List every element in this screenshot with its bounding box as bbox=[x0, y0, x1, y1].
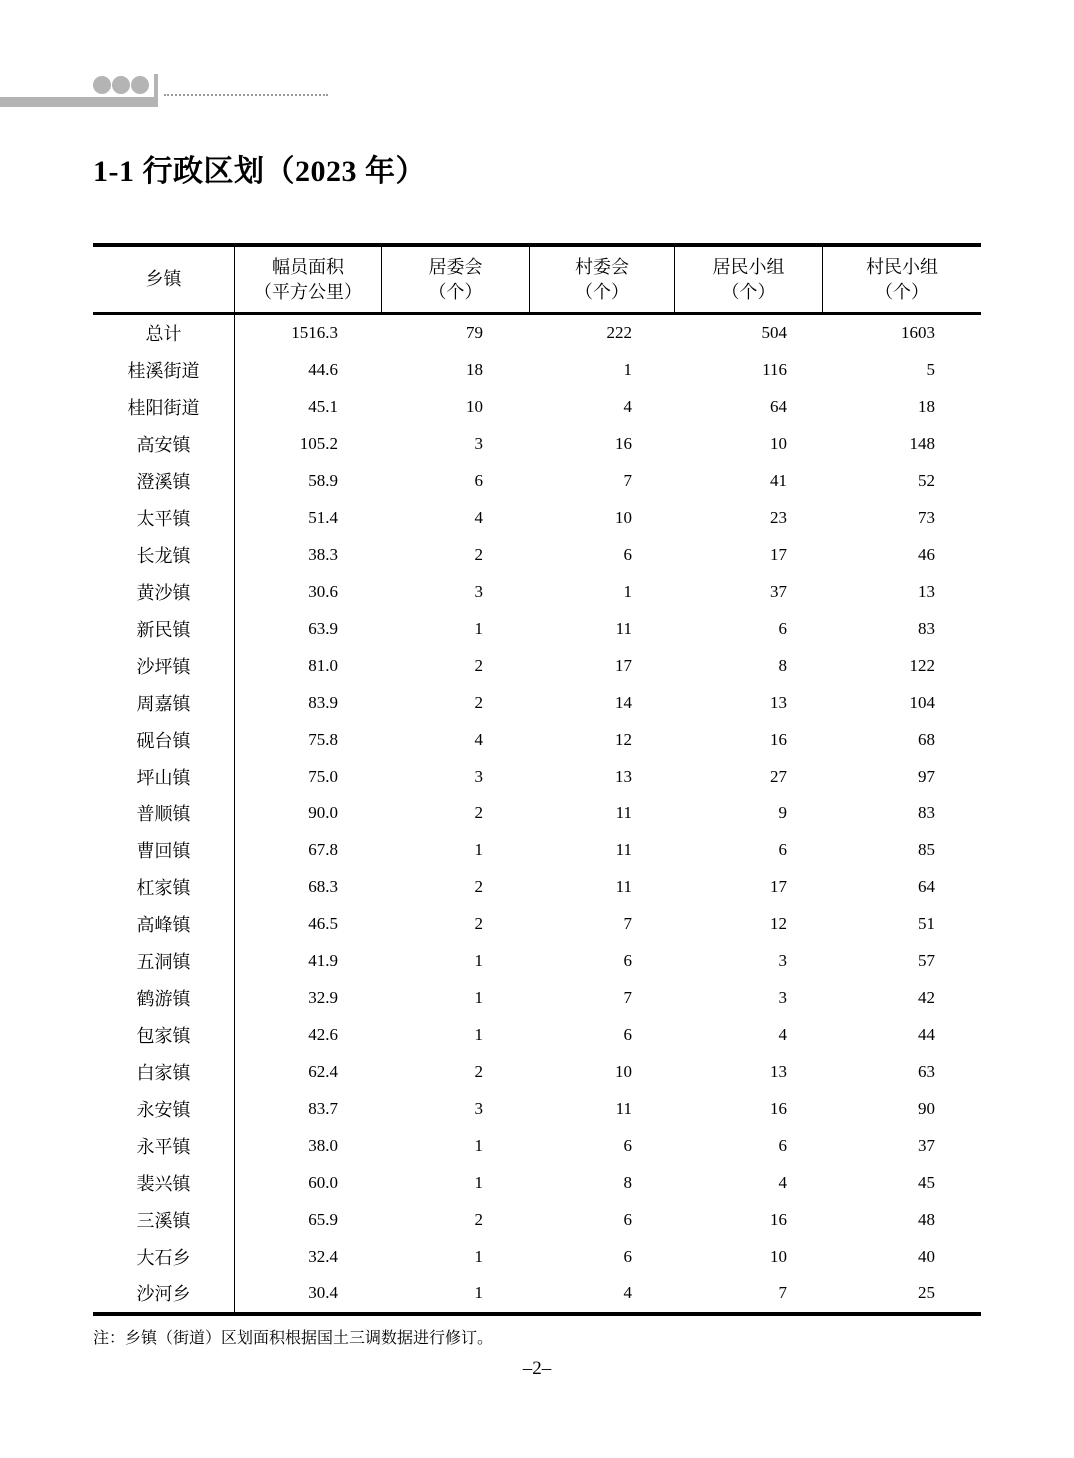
column-header bbox=[382, 247, 530, 312]
row-value-cell: 1 bbox=[623, 581, 632, 601]
row-value-cell: 32.9 bbox=[308, 988, 338, 1008]
row-value-cell: 83 bbox=[918, 618, 935, 638]
row-value-cell: 45.1 bbox=[308, 397, 338, 417]
row-value-cell: 63.9 bbox=[308, 618, 338, 638]
row-value-cell: 6 bbox=[778, 1135, 787, 1155]
row-value-cell: 32.4 bbox=[308, 1246, 338, 1266]
row-value-cell: 6 bbox=[623, 1246, 632, 1266]
row-value-cell: 17 bbox=[615, 655, 632, 675]
row-value-cell: 504 bbox=[761, 323, 787, 343]
column-header-line1: 村委会 bbox=[575, 257, 629, 278]
dotted-line-decoration bbox=[164, 94, 328, 96]
row-name-cell: 高峰镇 bbox=[93, 906, 235, 943]
table-row bbox=[93, 943, 981, 980]
row-name-cell: 太平镇 bbox=[93, 500, 235, 537]
row-value-cell: 7 bbox=[623, 914, 632, 934]
row-value-cell: 3 bbox=[474, 766, 483, 786]
row-value-cell: 45 bbox=[918, 1172, 935, 1192]
row-name-cell: 长龙镇 bbox=[93, 537, 235, 574]
row-value-cell: 63 bbox=[918, 1061, 935, 1081]
row-value-cell: 41.9 bbox=[308, 951, 338, 971]
row-value-cell: 8 bbox=[778, 655, 787, 675]
row-value-cell: 25 bbox=[918, 1283, 935, 1303]
table-row bbox=[93, 537, 981, 574]
row-name-cell: 曹回镇 bbox=[93, 832, 235, 869]
table-body bbox=[93, 315, 981, 1312]
table-row bbox=[93, 315, 981, 352]
row-value-cell: 6 bbox=[623, 951, 632, 971]
row-name-cell: 包家镇 bbox=[93, 1017, 235, 1054]
table-row bbox=[93, 1275, 981, 1312]
table-row bbox=[93, 1164, 981, 1201]
column-header-line1: 幅员面积 bbox=[272, 257, 344, 278]
row-value-cell: 5 bbox=[926, 360, 935, 380]
row-value-cell: 62.4 bbox=[308, 1061, 338, 1081]
row-value-cell: 83.7 bbox=[308, 1098, 338, 1118]
table-row bbox=[93, 426, 981, 463]
column-header bbox=[530, 247, 675, 312]
row-value-cell: 2 bbox=[474, 877, 483, 897]
column-header bbox=[675, 247, 823, 312]
table-row bbox=[93, 1201, 981, 1238]
column-header-line2: （个） bbox=[721, 281, 776, 302]
table-row bbox=[93, 647, 981, 684]
row-value-cell: 10 bbox=[770, 1246, 787, 1266]
row-value-cell: 10 bbox=[615, 508, 632, 528]
column-header bbox=[93, 247, 235, 312]
row-value-cell: 68.3 bbox=[308, 877, 338, 897]
row-value-cell: 1 bbox=[474, 1024, 483, 1044]
row-name-cell: 桂溪街道 bbox=[93, 352, 235, 389]
row-value-cell: 64 bbox=[770, 397, 787, 417]
row-name-cell: 沙河乡 bbox=[93, 1275, 235, 1312]
row-value-cell: 3 bbox=[778, 988, 787, 1008]
column-header-line2: （个） bbox=[875, 281, 929, 302]
row-value-cell: 1 bbox=[474, 1283, 483, 1303]
column-header-line1: 乡镇 bbox=[145, 269, 182, 290]
row-value-cell: 10 bbox=[466, 397, 483, 417]
row-value-cell: 10 bbox=[770, 434, 787, 454]
row-value-cell: 4 bbox=[474, 508, 483, 528]
circle-dot-icon bbox=[131, 76, 149, 94]
row-value-cell: 90 bbox=[918, 1098, 935, 1118]
row-value-cell: 3 bbox=[778, 951, 787, 971]
row-value-cell: 79 bbox=[466, 323, 483, 343]
row-value-cell: 48 bbox=[918, 1209, 935, 1229]
row-name-cell: 杠家镇 bbox=[93, 869, 235, 906]
row-value-cell: 8 bbox=[623, 1172, 632, 1192]
table-row bbox=[93, 610, 981, 647]
row-value-cell: 1 bbox=[474, 1246, 483, 1266]
header-bar-decoration bbox=[0, 97, 158, 107]
table-row bbox=[93, 1090, 981, 1127]
row-value-cell: 1516.3 bbox=[291, 323, 338, 343]
row-value-cell: 1 bbox=[474, 840, 483, 860]
row-value-cell: 10 bbox=[615, 1061, 632, 1081]
row-value-cell: 7 bbox=[778, 1283, 787, 1303]
row-name-cell: 裴兴镇 bbox=[93, 1164, 235, 1201]
footnote: 注：乡镇（街道）区划面积根据国土三调数据进行修订。 bbox=[93, 1330, 494, 1347]
row-value-cell: 51.4 bbox=[308, 508, 338, 528]
row-value-cell: 51 bbox=[918, 914, 935, 934]
row-name-cell: 三溪镇 bbox=[93, 1201, 235, 1238]
table-row bbox=[93, 869, 981, 906]
row-value-cell: 11 bbox=[615, 1098, 632, 1118]
row-value-cell: 17 bbox=[770, 544, 787, 564]
row-name-cell: 坪山镇 bbox=[93, 758, 235, 795]
row-value-cell: 75.8 bbox=[308, 729, 338, 749]
row-value-cell: 57 bbox=[918, 951, 935, 971]
page-title: 1-1 行政区划（2023 年） bbox=[93, 155, 426, 188]
row-value-cell: 6 bbox=[474, 471, 483, 491]
row-value-cell: 12 bbox=[770, 914, 787, 934]
row-name-cell: 桂阳街道 bbox=[93, 389, 235, 426]
row-value-cell: 2 bbox=[474, 1061, 483, 1081]
row-value-cell: 83 bbox=[918, 803, 935, 823]
row-name-cell: 大石乡 bbox=[93, 1238, 235, 1275]
table-row bbox=[93, 832, 981, 869]
row-name-cell: 永平镇 bbox=[93, 1127, 235, 1164]
table-row bbox=[93, 389, 981, 426]
row-name-cell: 总计 bbox=[93, 315, 235, 352]
row-value-cell: 44 bbox=[918, 1024, 935, 1044]
row-value-cell: 116 bbox=[762, 360, 787, 380]
row-value-cell: 11 bbox=[615, 618, 632, 638]
table-row bbox=[93, 1017, 981, 1054]
row-value-cell: 90.0 bbox=[308, 803, 338, 823]
row-value-cell: 60.0 bbox=[308, 1172, 338, 1192]
row-value-cell: 1 bbox=[474, 988, 483, 1008]
row-value-cell: 105.2 bbox=[299, 434, 338, 454]
table-row bbox=[93, 980, 981, 1017]
row-value-cell: 44.6 bbox=[308, 360, 338, 380]
circle-dot-icon bbox=[112, 76, 130, 94]
row-value-cell: 68 bbox=[918, 729, 935, 749]
row-value-cell: 16 bbox=[770, 1209, 787, 1229]
row-value-cell: 58.9 bbox=[308, 471, 338, 491]
row-value-cell: 148 bbox=[909, 434, 935, 454]
row-name-cell: 沙坪镇 bbox=[93, 647, 235, 684]
row-value-cell: 6 bbox=[623, 1135, 632, 1155]
table-row bbox=[93, 906, 981, 943]
row-value-cell: 13 bbox=[615, 766, 632, 786]
column-header bbox=[823, 247, 981, 312]
row-value-cell: 75.0 bbox=[308, 766, 338, 786]
row-value-cell: 4 bbox=[623, 1283, 632, 1303]
row-name-cell: 鹤游镇 bbox=[93, 980, 235, 1017]
row-value-cell: 42.6 bbox=[308, 1024, 338, 1044]
table-row bbox=[93, 721, 981, 758]
row-name-cell: 普顺镇 bbox=[93, 795, 235, 832]
row-value-cell: 11 bbox=[615, 877, 632, 897]
column-header-line2: （个） bbox=[428, 281, 483, 302]
row-value-cell: 13 bbox=[918, 581, 935, 601]
row-name-cell: 砚台镇 bbox=[93, 721, 235, 758]
row-value-cell: 2 bbox=[474, 692, 483, 712]
row-value-cell: 16 bbox=[615, 434, 632, 454]
column-header-line1: 居民小组 bbox=[712, 257, 785, 278]
row-name-cell: 白家镇 bbox=[93, 1053, 235, 1090]
table-row bbox=[93, 1127, 981, 1164]
row-value-cell: 37 bbox=[770, 581, 787, 601]
page-number: –2– bbox=[522, 1358, 552, 1379]
row-value-cell: 11 bbox=[615, 840, 632, 860]
row-value-cell: 42 bbox=[918, 988, 935, 1008]
row-value-cell: 83.9 bbox=[308, 692, 338, 712]
row-value-cell: 6 bbox=[778, 618, 787, 638]
admin-divisions-table bbox=[93, 243, 981, 1316]
row-value-cell: 13 bbox=[770, 1061, 787, 1081]
table-row bbox=[93, 758, 981, 795]
table-row bbox=[93, 684, 981, 721]
table-header-row bbox=[93, 247, 981, 315]
table-row bbox=[93, 352, 981, 389]
row-value-cell: 222 bbox=[606, 323, 632, 343]
row-value-cell: 2 bbox=[474, 544, 483, 564]
table-row bbox=[93, 1053, 981, 1090]
row-name-cell: 新民镇 bbox=[93, 610, 235, 647]
row-value-cell: 46 bbox=[918, 544, 935, 564]
row-value-cell: 16 bbox=[770, 729, 787, 749]
row-value-cell: 1 bbox=[623, 360, 632, 380]
row-value-cell: 37 bbox=[918, 1135, 935, 1155]
row-value-cell: 64 bbox=[918, 877, 935, 897]
row-value-cell: 4 bbox=[623, 397, 632, 417]
row-value-cell: 3 bbox=[474, 434, 483, 454]
table-row bbox=[93, 500, 981, 537]
row-value-cell: 122 bbox=[909, 655, 935, 675]
row-value-cell: 11 bbox=[615, 803, 632, 823]
row-name-cell: 周嘉镇 bbox=[93, 684, 235, 721]
column-header-line2: （个） bbox=[575, 281, 629, 302]
row-name-cell: 澄溪镇 bbox=[93, 463, 235, 500]
row-name-cell: 永安镇 bbox=[93, 1090, 235, 1127]
row-value-cell: 30.6 bbox=[308, 581, 338, 601]
row-name-cell: 高安镇 bbox=[93, 426, 235, 463]
row-value-cell: 6 bbox=[623, 1209, 632, 1229]
table-row bbox=[93, 573, 981, 610]
row-value-cell: 52 bbox=[918, 471, 935, 491]
column-header-line1: 居委会 bbox=[428, 257, 483, 278]
row-value-cell: 4 bbox=[474, 729, 483, 749]
row-value-cell: 13 bbox=[770, 692, 787, 712]
row-value-cell: 2 bbox=[474, 914, 483, 934]
row-value-cell: 38.3 bbox=[308, 544, 338, 564]
table-row bbox=[93, 1238, 981, 1275]
row-value-cell: 2 bbox=[474, 1209, 483, 1229]
row-value-cell: 4 bbox=[778, 1024, 787, 1044]
row-value-cell: 85 bbox=[918, 840, 935, 860]
row-value-cell: 38.0 bbox=[308, 1135, 338, 1155]
row-value-cell: 27 bbox=[770, 766, 787, 786]
row-value-cell: 65.9 bbox=[308, 1209, 338, 1229]
row-value-cell: 30.4 bbox=[308, 1283, 338, 1303]
row-value-cell: 40 bbox=[918, 1246, 935, 1266]
row-value-cell: 81.0 bbox=[308, 655, 338, 675]
row-value-cell: 1603 bbox=[901, 323, 935, 343]
row-value-cell: 4 bbox=[778, 1172, 787, 1192]
row-value-cell: 3 bbox=[474, 1098, 483, 1118]
row-value-cell: 73 bbox=[918, 508, 935, 528]
row-value-cell: 3 bbox=[474, 581, 483, 601]
column-header-line1: 村民小组 bbox=[866, 257, 938, 278]
row-value-cell: 23 bbox=[770, 508, 787, 528]
row-value-cell: 67.8 bbox=[308, 840, 338, 860]
row-name-cell: 黄沙镇 bbox=[93, 573, 235, 610]
row-value-cell: 2 bbox=[474, 655, 483, 675]
row-value-cell: 6 bbox=[623, 544, 632, 564]
row-value-cell: 6 bbox=[778, 840, 787, 860]
header-vbar-decoration bbox=[154, 74, 158, 107]
row-value-cell: 104 bbox=[909, 692, 935, 712]
row-value-cell: 97 bbox=[918, 766, 935, 786]
row-value-cell: 12 bbox=[615, 729, 632, 749]
row-value-cell: 46.5 bbox=[308, 914, 338, 934]
row-value-cell: 1 bbox=[474, 951, 483, 971]
row-value-cell: 17 bbox=[770, 877, 787, 897]
row-value-cell: 16 bbox=[770, 1098, 787, 1118]
row-value-cell: 9 bbox=[778, 803, 787, 823]
row-value-cell: 7 bbox=[623, 988, 632, 1008]
row-name-cell: 五洞镇 bbox=[93, 943, 235, 980]
row-value-cell: 7 bbox=[623, 471, 632, 491]
row-value-cell: 1 bbox=[474, 618, 483, 638]
row-value-cell: 1 bbox=[474, 1172, 483, 1192]
column-header bbox=[235, 247, 382, 312]
table-row bbox=[93, 463, 981, 500]
circle-dot-icon bbox=[93, 76, 111, 94]
row-value-cell: 14 bbox=[615, 692, 632, 712]
row-value-cell: 2 bbox=[474, 803, 483, 823]
row-value-cell: 18 bbox=[466, 360, 483, 380]
column-header-line2: （平方公里） bbox=[254, 281, 362, 302]
row-value-cell: 41 bbox=[770, 471, 787, 491]
table-row bbox=[93, 795, 981, 832]
row-value-cell: 1 bbox=[474, 1135, 483, 1155]
row-value-cell: 18 bbox=[918, 397, 935, 417]
row-value-cell: 6 bbox=[623, 1024, 632, 1044]
